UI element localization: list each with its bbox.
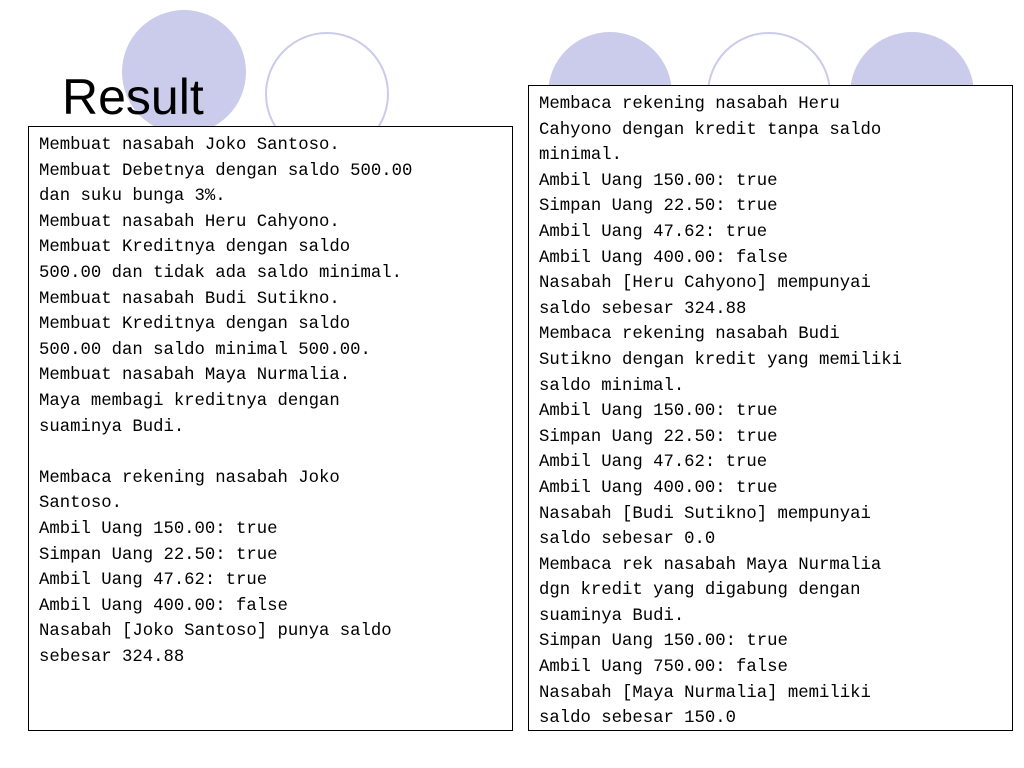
- output-line: Maya membagi kreditnya dengan: [39, 391, 340, 411]
- output-line: Ambil Uang 400.00: true: [539, 478, 778, 498]
- output-line: Nasabah [Maya Nurmalia] memiliki: [539, 683, 871, 703]
- output-line: Membuat nasabah Budi Sutikno.: [39, 289, 340, 309]
- output-line: Membaca rekening nasabah Budi: [539, 325, 840, 345]
- output-line: Nasabah [Heru Cahyono] mempunyai: [539, 274, 871, 294]
- output-line: saldo sebesar 324.88: [539, 299, 747, 319]
- right-output-box: [528, 85, 1013, 731]
- output-line: 500.00 dan tidak ada saldo minimal.: [39, 263, 402, 283]
- output-line: Membuat nasabah Joko Santoso.: [39, 136, 340, 155]
- output-line: Membaca rekening nasabah Joko: [39, 468, 340, 488]
- output-line: Membuat nasabah Heru Cahyono.: [39, 212, 340, 232]
- output-line: 500.00 dan saldo minimal 500.00.: [39, 340, 371, 360]
- output-line: Nasabah [Joko Santoso] punya saldo: [39, 622, 392, 642]
- output-line: Ambil Uang 750.00: false: [539, 658, 788, 678]
- output-line: Santoso.: [39, 494, 122, 514]
- output-line: Ambil Uang 150.00: true: [539, 171, 778, 191]
- output-line: Ambil Uang 150.00: true: [539, 402, 778, 422]
- output-line: Ambil Uang 47.62: true: [539, 222, 768, 242]
- output-line: Membuat Kreditnya dengan saldo: [39, 238, 351, 258]
- output-line: suaminya Budi.: [539, 606, 685, 626]
- output-line: saldo sebesar 0.0: [539, 530, 716, 550]
- output-line: Membaca rekening nasabah Heru: [539, 95, 840, 114]
- output-line: sebesar 324.88: [39, 647, 185, 667]
- output-line: suaminya Budi.: [39, 417, 185, 437]
- output-line: Ambil Uang 400.00: false: [539, 248, 788, 268]
- output-line: [39, 440, 502, 466]
- output-line: Simpan Uang 22.50: true: [39, 545, 278, 565]
- output-line: Ambil Uang 150.00: true: [39, 519, 278, 539]
- output-line: Membuat Kreditnya dengan saldo: [39, 315, 351, 335]
- output-line: Simpan Uang 150.00: true: [539, 632, 788, 652]
- output-line: Membuat Debetnya dengan saldo 500.00: [39, 161, 413, 181]
- output-line: Simpan Uang 22.50: true: [539, 427, 778, 447]
- output-line: dgn kredit yang digabung dengan: [539, 581, 861, 601]
- left-output-box: [28, 126, 513, 731]
- output-line: Simpan Uang 22.50: true: [539, 197, 778, 217]
- output-line: saldo minimal.: [539, 376, 685, 396]
- output-line: Ambil Uang 47.62: true: [539, 453, 768, 473]
- output-line: Membaca rek nasabah Maya Nurmalia: [539, 555, 882, 575]
- slide-title: Result: [62, 69, 204, 125]
- output-line: Cahyono dengan kredit tanpa saldo: [539, 120, 882, 140]
- output-line: Nasabah [Budi Sutikno] mempunyai: [539, 504, 871, 524]
- output-line: minimal.: [539, 146, 622, 166]
- output-line: Membuat nasabah Maya Nurmalia.: [39, 366, 351, 386]
- output-line: dan suku bunga 3%.: [39, 187, 226, 207]
- output-line: Ambil Uang 400.00: false: [39, 596, 288, 616]
- output-line: saldo sebesar 150.0: [539, 709, 737, 729]
- output-line: Sutikno dengan kredit yang memiliki: [539, 350, 902, 370]
- output-line: Ambil Uang 47.62: true: [39, 571, 268, 591]
